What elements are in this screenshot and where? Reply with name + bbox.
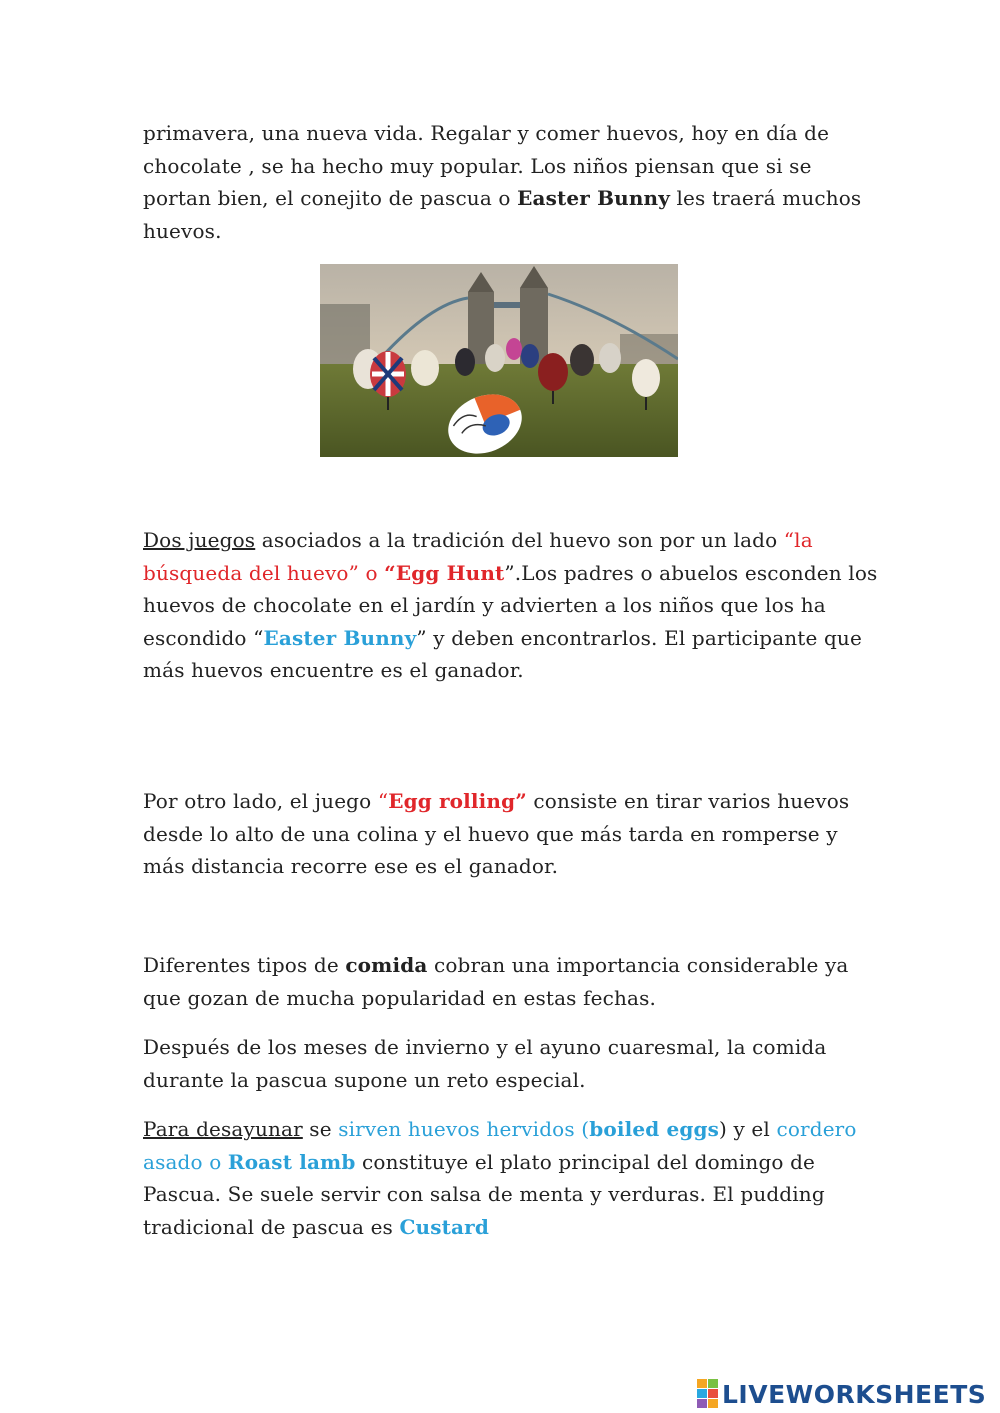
paragraph-food <box>143 949 883 1014</box>
term-comida: comida <box>345 953 428 977</box>
blue-text: cordero asado o <box>143 1117 857 1174</box>
text: Diferentes tipos de <box>143 953 346 977</box>
term-boiled-eggs: boiled eggs <box>589 1117 720 1141</box>
paragraph-egg-rolling <box>143 785 883 883</box>
text: asociados a la tradición del huevo son por un lado <box>255 528 784 552</box>
paragraph-lent <box>143 1031 883 1096</box>
text: ” y deben encontrarlos. El participante que más huevos encuentre es el ganador. <box>143 625 862 682</box>
red-text: “la búsqueda del huevo” o <box>143 528 813 585</box>
underlined-text: Dos juegos <box>143 528 256 552</box>
text: se <box>302 1117 339 1141</box>
liveworksheets-logo <box>697 1377 986 1411</box>
easter-eggs-photo <box>320 264 678 457</box>
blue-text: sirven huevos hervidos ( <box>338 1117 590 1141</box>
paragraph-intro <box>143 117 883 247</box>
liveworksheets-logo-icon <box>697 1379 719 1409</box>
term-custard: Custard <box>399 1214 489 1239</box>
red-text: “ <box>377 789 389 813</box>
text: Por otro lado, el juego <box>143 789 378 813</box>
brand-text: LIVEWORKSHEETS <box>722 1379 987 1409</box>
term-egg-rolling: Egg rolling” <box>388 789 527 813</box>
term-egg-hunt: “Egg Hunt <box>384 560 505 585</box>
text: consiste en tirar varios huevos desde lo alto de una colina y el huevo que más tarda en romperse y más distancia recorre ese es el ganador. <box>143 789 850 878</box>
text: ) y el <box>719 1117 777 1141</box>
text: cobran una importancia considerable ya que gozan de mucha popularidad en estas fechas. <box>143 953 849 1010</box>
text: ”.Los padres o abuelos esconden los huevos de chocolate en el jardín y advierten a los niños que los ha escondido “ <box>143 560 878 650</box>
text: primavera, una nueva vida. Regalar y comer huevos, hoy en día de chocolate , se ha hecho muy popular. Los niños piensan que si se portan bien, el conejito de pascua o <box>143 121 830 210</box>
text: Después de los meses de invierno y el ayuno cuaresmal, la comida durante la pascua supone un reto especial. <box>143 1035 827 1092</box>
term-easter-bunny: Easter Bunny <box>263 625 417 650</box>
paragraph-breakfast <box>143 1113 883 1243</box>
term-easter-bunny: Easter Bunny <box>517 186 670 210</box>
underlined-text: Para desayunar <box>143 1117 303 1141</box>
text: constituye el plato principal del domingo de Pascua. Se suele servir con salsa de menta y verduras. El pudding tradicional de pascua es <box>143 1149 825 1239</box>
term-roast-lamb: Roast lamb <box>227 1149 356 1174</box>
text: les traerá muchos huevos. <box>143 186 862 243</box>
paragraph-egg-hunt <box>143 524 883 687</box>
